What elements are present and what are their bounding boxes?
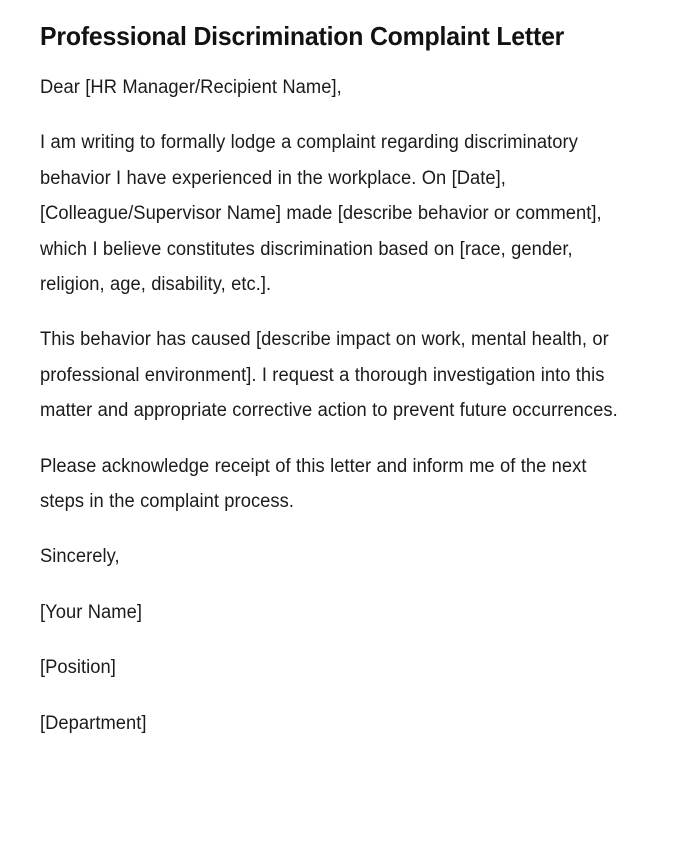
signature-name: [Your Name]	[40, 601, 142, 623]
salutation: Dear [HR Manager/Recipient Name],	[40, 77, 342, 98]
letter-body	[40, 70, 634, 741]
body-paragraph-3: Please acknowledge receipt of this letter and inform me of the next steps in the complaint process.	[40, 455, 587, 513]
page-title: Professional Discrimination Complaint Letter	[40, 21, 565, 51]
closing-salutation: Sincerely,	[40, 546, 120, 568]
body-paragraph-2: This behavior has caused [describe impact on work, mental health, or professional environment]. I request a thorough investigation into this matter and appropriate corrective action to prevent future occurrences.	[40, 329, 618, 422]
body-paragraph-1: I am writing to formally lodge a complaint regarding discriminatory behavior I have experienced in the workplace. On [Date], [Colleague/Supervisor Name] made [describe behavior or comment], which I believe constitutes discrimination based on [race, gender, religion, age, disability, etc.].	[40, 132, 602, 296]
signature-department: [Department]	[40, 712, 147, 734]
signature-position: [Position]	[40, 657, 116, 679]
